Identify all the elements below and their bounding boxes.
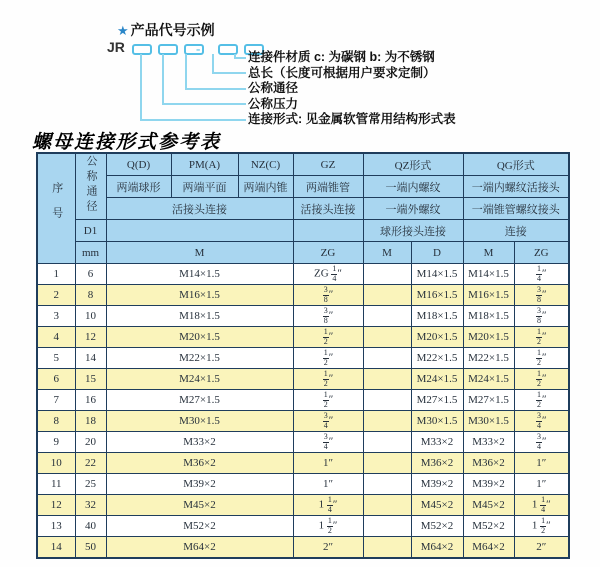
header-col-q: Q(D) <box>106 153 171 176</box>
cell-seq: 8 <box>37 411 75 432</box>
code-slot-box <box>184 44 204 55</box>
header-qg-zg-label: ZG <box>514 242 569 264</box>
legend-total-length: 总长（长度可根据用户要求定制） <box>248 65 436 80</box>
cell-nominal-diameter: 12 <box>75 327 106 348</box>
cell-nominal-diameter: 18 <box>75 411 106 432</box>
cell-seq: 10 <box>37 453 75 474</box>
header-union-connection: 活接头连接 <box>106 198 293 220</box>
table-row <box>37 411 569 432</box>
cell-qg-zg: $\frac{3}{4}$ ″ <box>514 432 569 453</box>
cell-qg-zg: 1 $\frac{1}{4}$ ″ <box>514 495 569 516</box>
cell-m-thread: M36×2 <box>106 453 293 474</box>
connector-line <box>185 88 246 90</box>
table-row <box>37 537 569 559</box>
header-row-3 <box>37 198 569 220</box>
cell-qz-m <box>363 495 411 516</box>
header-nominal-diameter: 公称通径 <box>75 153 106 220</box>
cell-nominal-diameter: 25 <box>75 474 106 495</box>
cell-gz-thread: $\frac{3}{4}$ ″ <box>293 411 363 432</box>
connector-line <box>185 54 187 89</box>
cell-gz-thread: $\frac{1}{2}$ ″ <box>293 390 363 411</box>
table-row <box>37 285 569 306</box>
cell-qz-m <box>363 516 411 537</box>
header-m-label: M <box>106 242 293 264</box>
cell-gz-thread: 1 $\frac{1}{2}$ ″ <box>293 516 363 537</box>
reference-table <box>36 152 570 559</box>
header-seq: 序号 <box>37 153 75 264</box>
cell-seq: 12 <box>37 495 75 516</box>
cell-gz-thread: $\frac{3}{8}$ ″ <box>293 306 363 327</box>
cell-qz-m <box>363 411 411 432</box>
cell-qg-m: M52×2 <box>463 516 514 537</box>
cell-qg-m: M39×2 <box>463 474 514 495</box>
header-qg-desc2: 一端锥管螺纹接头 <box>463 198 569 220</box>
table-row <box>37 264 569 285</box>
cell-qg-m: M16×1.5 <box>463 285 514 306</box>
cell-nominal-diameter: 50 <box>75 537 106 559</box>
cell-gz-thread: $\frac{1}{2}$ ″ <box>293 327 363 348</box>
cell-qz-d: M18×1.5 <box>411 306 463 327</box>
header-d1: D1 <box>75 220 106 242</box>
connector-line <box>140 54 142 120</box>
table-title: 螺母连接形式参考表 <box>32 132 222 153</box>
legend-connection-form: 连接形式: 见金属软管常用结构形式表 <box>248 112 456 126</box>
header-gz-connection: 活接头连接 <box>293 198 363 220</box>
cell-qg-zg: $\frac{1}{4}$ ″ <box>514 264 569 285</box>
legend-nominal-pressure: 公称压力 <box>248 96 299 111</box>
table-row <box>37 495 569 516</box>
table-row <box>37 348 569 369</box>
cell-gz-thread: 1″ <box>293 453 363 474</box>
cell-seq: 1 <box>37 264 75 285</box>
cell-qz-d: M27×1.5 <box>411 390 463 411</box>
header-row-2 <box>37 176 569 198</box>
header-mm: mm <box>75 242 106 264</box>
header-row-4 <box>37 220 569 242</box>
cell-qg-zg: 1″ <box>514 453 569 474</box>
cell-qg-zg: $\frac{1}{2}$ ″ <box>514 327 569 348</box>
cell-qz-m <box>363 453 411 474</box>
cell-nominal-diameter: 8 <box>75 285 106 306</box>
cell-gz-thread: $\frac{3}{4}$ ″ <box>293 432 363 453</box>
header-zg-label: ZG <box>293 242 363 264</box>
table-row <box>37 516 569 537</box>
cell-seq: 7 <box>37 390 75 411</box>
cell-qg-m: M64×2 <box>463 537 514 559</box>
cell-qz-d: M16×1.5 <box>411 285 463 306</box>
cell-gz-thread: $\frac{3}{8}$ ″ <box>293 285 363 306</box>
header-gz-desc: 两端锥管 <box>293 176 363 198</box>
cell-qg-zg: $\frac{1}{2}$ ″ <box>514 348 569 369</box>
cell-qz-d: M39×2 <box>411 474 463 495</box>
cell-m-thread: M39×2 <box>106 474 293 495</box>
connector-line <box>140 119 246 121</box>
cell-nominal-diameter: 20 <box>75 432 106 453</box>
product-code-heading <box>117 20 215 40</box>
cell-seq: 14 <box>37 537 75 559</box>
code-legend <box>248 50 456 128</box>
cell-gz-thread: $\frac{1}{2}$ ″ <box>293 369 363 390</box>
cell-qg-zg: $\frac{1}{2}$ ″ <box>514 390 569 411</box>
cell-qg-m: M24×1.5 <box>463 369 514 390</box>
cell-qg-m: M14×1.5 <box>463 264 514 285</box>
header-qz-connection: 球形接头连接 <box>363 220 463 242</box>
cell-qg-zg: $\frac{1}{2}$ ″ <box>514 369 569 390</box>
table-row <box>37 390 569 411</box>
connector-line <box>162 103 246 105</box>
cell-qz-m <box>363 432 411 453</box>
legend-material: 连接件材质 c: 为碳钢 b: 为不锈钢 <box>248 50 435 64</box>
connector-line <box>162 54 164 104</box>
cell-qz-d: M36×2 <box>411 453 463 474</box>
header-qz-m-label: M <box>363 242 411 264</box>
cell-m-thread: M16×1.5 <box>106 285 293 306</box>
cell-qz-d: M24×1.5 <box>411 369 463 390</box>
cell-nominal-diameter: 22 <box>75 453 106 474</box>
code-separator: - <box>196 41 201 56</box>
header-q-desc: 两端球形 <box>106 176 171 198</box>
cell-m-thread: M45×2 <box>106 495 293 516</box>
cell-qg-m: M18×1.5 <box>463 306 514 327</box>
cell-gz-thread: 2″ <box>293 537 363 559</box>
header-nz-desc: 两端内锥 <box>238 176 293 198</box>
cell-m-thread: M20×1.5 <box>106 327 293 348</box>
header-col-nz: NZ(C) <box>238 153 293 176</box>
cell-qz-m <box>363 474 411 495</box>
star-icon: ★ <box>117 23 129 38</box>
header-qz-desc2: 一端外螺纹 <box>363 198 463 220</box>
cell-nominal-diameter: 32 <box>75 495 106 516</box>
header-col-pm: PM(A) <box>171 153 238 176</box>
cell-nominal-diameter: 40 <box>75 516 106 537</box>
cell-nominal-diameter: 16 <box>75 390 106 411</box>
header-qz-desc1: 一端内螺纹 <box>363 176 463 198</box>
cell-qg-m: M27×1.5 <box>463 390 514 411</box>
cell-nominal-diameter: 6 <box>75 264 106 285</box>
header-blank-gz <box>293 220 363 242</box>
cell-seq: 3 <box>37 306 75 327</box>
connector-line <box>212 54 214 73</box>
table-row <box>37 453 569 474</box>
cell-qg-zg: 1 $\frac{1}{2}$ ″ <box>514 516 569 537</box>
cell-m-thread: M64×2 <box>106 537 293 559</box>
table-row <box>37 306 569 327</box>
cell-m-thread: M24×1.5 <box>106 369 293 390</box>
cell-qg-m: M45×2 <box>463 495 514 516</box>
cell-qz-d: M64×2 <box>411 537 463 559</box>
cell-seq: 5 <box>37 348 75 369</box>
cell-qz-m <box>363 327 411 348</box>
cell-m-thread: M27×1.5 <box>106 390 293 411</box>
cell-gz-thread: $\frac{1}{2}$ ″ <box>293 348 363 369</box>
header-col-qg: QG形式 <box>463 153 569 176</box>
cell-seq: 11 <box>37 474 75 495</box>
cell-qz-d: M22×1.5 <box>411 348 463 369</box>
header-pm-desc: 两端平面 <box>171 176 238 198</box>
cell-nominal-diameter: 10 <box>75 306 106 327</box>
cell-qz-m <box>363 390 411 411</box>
cell-seq: 6 <box>37 369 75 390</box>
cell-qg-zg: 2″ <box>514 537 569 559</box>
header-qg-m-label: M <box>463 242 514 264</box>
cell-qz-d: M30×1.5 <box>411 411 463 432</box>
header-row-5 <box>37 242 569 264</box>
connector-line <box>212 72 246 74</box>
table-row <box>37 369 569 390</box>
cell-m-thread: M33×2 <box>106 432 293 453</box>
cell-qz-d: M52×2 <box>411 516 463 537</box>
code-prefix: JR <box>107 39 125 55</box>
table-row <box>37 327 569 348</box>
cell-qz-d: M20×1.5 <box>411 327 463 348</box>
cell-qz-m <box>363 537 411 559</box>
cell-qg-m: M22×1.5 <box>463 348 514 369</box>
cell-qz-m <box>363 264 411 285</box>
cell-nominal-diameter: 15 <box>75 369 106 390</box>
legend-nominal-diameter: 公称通径 <box>248 81 299 95</box>
cell-qz-m <box>363 348 411 369</box>
cell-gz-thread: 1 $\frac{1}{4}$ ″ <box>293 495 363 516</box>
cell-qg-zg: $\frac{3}{8}$ ″ <box>514 285 569 306</box>
cell-m-thread: M22×1.5 <box>106 348 293 369</box>
cell-qz-m <box>363 306 411 327</box>
cell-m-thread: M18×1.5 <box>106 306 293 327</box>
header-col-qz: QZ形式 <box>363 153 463 176</box>
code-slot-box <box>132 44 152 55</box>
cell-seq: 13 <box>37 516 75 537</box>
cell-qg-zg: $\frac{3}{8}$ ″ <box>514 306 569 327</box>
cell-qg-m: M30×1.5 <box>463 411 514 432</box>
cell-seq: 2 <box>37 285 75 306</box>
table-row <box>37 474 569 495</box>
cell-qg-zg: $\frac{3}{4}$ ″ <box>514 411 569 432</box>
cell-seq: 9 <box>37 432 75 453</box>
header-qz-d-label: D <box>411 242 463 264</box>
header-blank-m <box>106 220 293 242</box>
cell-gz-thread: ZG $\frac{1}{4}$ ″ <box>293 264 363 285</box>
table-row <box>37 432 569 453</box>
connector-line <box>234 57 246 59</box>
header-qg-connection: 连接 <box>463 220 569 242</box>
cell-qg-m: M20×1.5 <box>463 327 514 348</box>
cell-qz-d: M14×1.5 <box>411 264 463 285</box>
cell-nominal-diameter: 14 <box>75 348 106 369</box>
cell-gz-thread: 1″ <box>293 474 363 495</box>
cell-qz-m <box>363 369 411 390</box>
header-qg-desc1: 一端内螺纹活接头 <box>463 176 569 198</box>
cell-qg-zg: 1″ <box>514 474 569 495</box>
cell-seq: 4 <box>37 327 75 348</box>
cell-qg-m: M33×2 <box>463 432 514 453</box>
header-col-gz: GZ <box>293 153 363 176</box>
cell-qz-d: M45×2 <box>411 495 463 516</box>
cell-m-thread: M30×1.5 <box>106 411 293 432</box>
cell-qg-m: M36×2 <box>463 453 514 474</box>
cell-m-thread: M14×1.5 <box>106 264 293 285</box>
cell-m-thread: M52×2 <box>106 516 293 537</box>
product-code-heading-text: 产品代号示例 <box>130 22 215 38</box>
cell-qz-m <box>363 285 411 306</box>
cell-qz-d: M33×2 <box>411 432 463 453</box>
table-body <box>37 264 569 559</box>
header-row-1 <box>37 153 569 176</box>
code-slot-box <box>158 44 178 55</box>
